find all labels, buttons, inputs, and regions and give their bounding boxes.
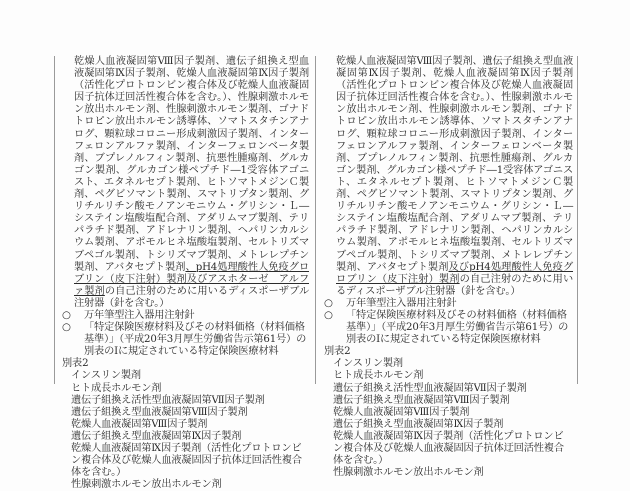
list-item: 性腺刺激ホルモン放出ホルモン剤 <box>333 467 484 479</box>
bullet-item <box>62 310 309 322</box>
list-item: 遺伝子組換え活性型血液凝固第Ⅶ因子製剤 <box>71 394 265 406</box>
list-item: 乾燥人血液凝固第Ⅸ因子製剤（活性化プロトロンビン複合体及び乾燥人血液凝固因子抗体迂回活性複合体を含む。） <box>333 430 564 467</box>
bullet-item <box>324 310 573 346</box>
list-item: ヒト成長ホルモン剤 <box>333 370 424 382</box>
bullet-text: 「特定保険医療材料及びその材料価格（材料価格基準）」（平成20年3月厚生労働省告示第61号）の別表のⅠに規定されている特定保険医療材料 <box>84 322 307 358</box>
list-item: 遺伝子組換え活性型血液凝固第Ⅶ因子製剤 <box>333 382 527 394</box>
circle-bullet-icon: ○ <box>324 297 333 309</box>
intro-text: 乾燥人血液凝固第Ⅷ因子製剤、遺伝子組換え型血液凝固第Ⅸ因子製剤、乾燥人血液凝固第Ⅸ因子製剤（活性化プロトロンビン複合体及び乾燥人血液凝固因子抗体迂回活性複合体を含む。）、性腺刺激ホルモン放出ホルモン剤、性腺刺激ホルモン製剤、ゴナドトロピン放出ホルモン誘導体、ソマトスタチンアナログ、顆粒球コロニー形成刺激因子製剤、インターフェロンアルファ製剤、インターフェロンベータ製剤、ブプレノルフィン製剤、抗悪性腫瘍剤、グルカゴン製剤、グルカゴン様ペプチド―1受容体アゴニスト、エタネルセプト製剤、ヒトソマトメジンＣ製剤、ペグビソマント製剤、スマトリプタン製剤、グリチルリチン酸モノアンモニウム・グリシン・Ｌ―システイン塩酸塩配合剤、アダリムマブ製剤、テリパラチド製剤、アドレナリン製剤、ヘパリンカルシウム製剤、アポモルヒネ塩酸塩製剤、セルトリズマブペゴル製剤、トシリズマブ製剤、メトレレプチン製剤、アバタセプト製剤 <box>74 56 309 273</box>
circle-bullet-icon: ○ <box>62 309 71 321</box>
circle-bullet-icon: ○ <box>324 309 333 321</box>
intro-text-tail: の自己注射のために用いるディスポーザブル注射器（針を含む。） <box>74 285 309 309</box>
list-item: 性腺刺激ホルモン放出ホルモン剤 <box>71 479 222 491</box>
list-item: 遺伝子組換え型血液凝固第Ⅷ因子製剤 <box>333 394 510 406</box>
bullet-text: 万年筆型注入器用注射針 <box>346 297 457 309</box>
comparison-table <box>54 56 578 491</box>
list-item: 遺伝子組換え型血液凝固第Ⅸ因子製剤 <box>71 430 242 442</box>
intro-paragraph <box>324 56 573 298</box>
list-item: ヒト成長ホルモン剤 <box>71 382 162 394</box>
circle-bullet-icon: ○ <box>62 322 71 334</box>
intro-text: 乾燥人血液凝固第Ⅷ因子製剤、遺伝子組換え型血液凝固第Ⅸ因子製剤、乾燥人血液凝固第Ⅸ因子製剤（活性化プロトロンビン複合体及び乾燥人血液凝固因子抗体迂回活性複合体を含む。）、性腺刺激ホルモン放出ホルモン剤、性腺刺激ホルモン製剤、ゴナドトロピン放出ホルモン誘導体、ソマトスタチンアナログ、顆粒球コロニー形成刺激因子製剤、インターフェロンアルファ製剤、インターフェロンベータ製剤、ブプレノルフィン製剤、抗悪性腫瘍剤、グルカゴン製剤、グルカゴン様ペプチド―1受容体アゴニスト、エタネルセプト製剤、ヒトソマトメジンＣ製剤、ペグビソマント製剤、スマトリプタン製剤、グリチルリチン酸モノアンモニウム・グリシン・Ｌ―システイン塩酸塩配合剤、アダリムマブ製剤、テリパラチド製剤、アドレナリン製剤、ヘパリンカルシウム製剤、アポモルヒネ塩酸塩製剤、セルトリズマブペゴル製剤、トシリズマブ製剤、メトレレプチン製剤、アバタセプト製剤 <box>336 56 573 273</box>
intro-text-tail: の自己注射のために用いるディスポーザブル注射器（針を含む。） <box>336 273 573 297</box>
intro-paragraph <box>62 56 309 310</box>
bullet-text: 「特定保険医療材料及びその材料価格（材料価格基準）」（平成20年3月厚生労働省告示第61号）の別表のⅠに規定されている特定保険医療材料 <box>346 309 569 346</box>
bullet-text: 万年筆型注入器用注射針 <box>84 309 195 321</box>
amended-text-underlined: 、pH4処理酸性人免疫グロブリン（皮下注射）製剤及びアスホターゼ アルファ製剤 <box>74 261 309 297</box>
list-item: 乾燥人血液凝固第Ⅷ因子製剤 <box>71 418 208 430</box>
list-item: インスリン製剤 <box>71 370 141 382</box>
bullet-item <box>62 322 309 358</box>
list-item: 遺伝子組換え型血液凝固第Ⅸ因子製剤 <box>333 418 504 430</box>
left-column <box>55 56 316 491</box>
list-item: 乾燥人血液凝固第Ⅸ因子製剤（活性化プロトロンビン複合体及び乾燥人血液凝固因子抗体迂回活性複合体を含む。） <box>71 443 302 479</box>
right-column <box>316 56 577 479</box>
table2-list <box>62 370 309 491</box>
list-item: インスリン製剤 <box>333 358 403 370</box>
list-item: 乾燥人血液凝固第Ⅷ因子製剤 <box>333 406 470 418</box>
list-item: 遺伝子組換え型血液凝固第Ⅷ因子製剤 <box>71 406 248 418</box>
amended-text-underlined: 及びpH4処理酸性人免疫グロブリン（皮下注射）製剤 <box>336 261 573 285</box>
bullet-item <box>324 298 573 310</box>
table2-list <box>324 358 573 479</box>
table2-heading: 別表2 <box>62 358 89 370</box>
table2-heading: 別表2 <box>324 346 351 358</box>
